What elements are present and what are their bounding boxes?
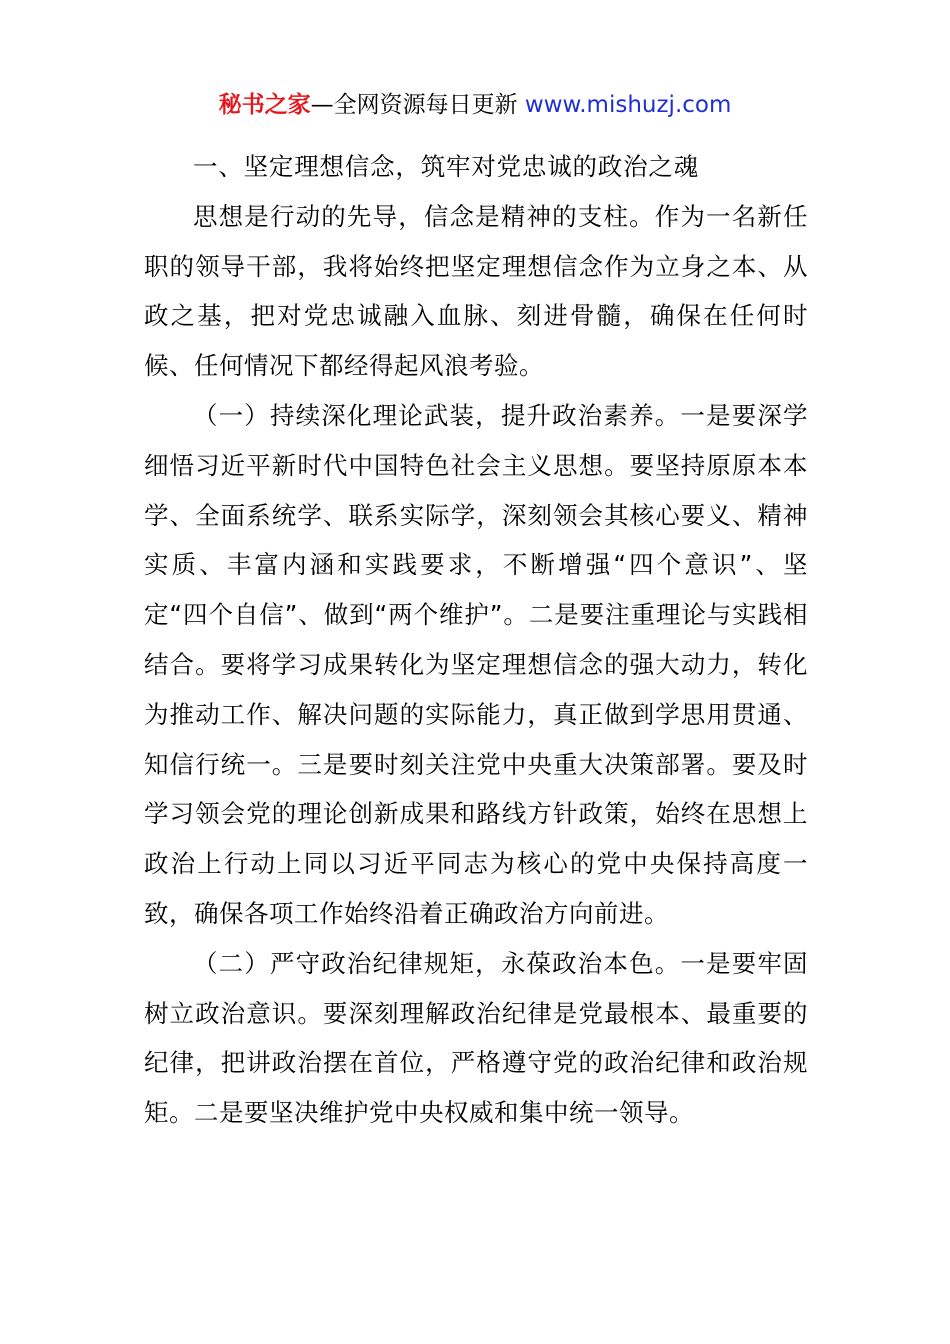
paragraph: （一）持续深化理论武装，提升政治素养。一是要深学细悟习近平新时代中国特色社会主义思想。要坚持原原本本学、全面系统学、联系实际学，深刻领会其核心要义、精神实质、丰富内涵和实践要求，不断增强“四个意识”、坚定“四个自信”、做到“两个维护”。二是要注重理论与实践相结合。要将学习成果转化为坚定理想信念的强大动力，转化为推动工作、解决问题的实际能力，真正做到学思用贯通、知信行统一。三是要时刻关注党中央重大决策部署。要及时学习领会党的理论创新成果和路线方针政策，始终在思想上政治上行动上同以习近平同志为核心的党中央保持高度一致，确保各项工作始终沿着正确政治方向前进。: [144, 400, 808, 928]
site-tagline: —全网资源每日更新: [310, 92, 525, 118]
section-heading: 一、坚定理想信念，筑牢对党忠诚的政治之魂: [193, 152, 699, 181]
paragraph: （二）严守政治纪律规矩，永葆政治本色。一是要牢固树立政治意识。要深刻理解政治纪律是党最根本、最重要的纪律，把讲政治摆在首位，严格遵守党的政治纪律和政治规矩。二是要坚决维护党中央权威和集中统一领导。: [144, 948, 808, 1128]
site-header: [0, 88, 950, 122]
site-url-link[interactable]: www.mishuzj.com: [524, 92, 732, 118]
document-body: [144, 142, 808, 1138]
site-brand: 秘书之家: [218, 92, 311, 118]
paragraph: 思想是行动的先导，信念是精神的支柱。作为一名新任职的领导干部，我将始终把坚定理想信念作为立身之本、从政之基，把对党忠诚融入血脉、刻进骨髓，确保在任何时候、任何情况下都经得起风浪考验。: [144, 201, 808, 381]
